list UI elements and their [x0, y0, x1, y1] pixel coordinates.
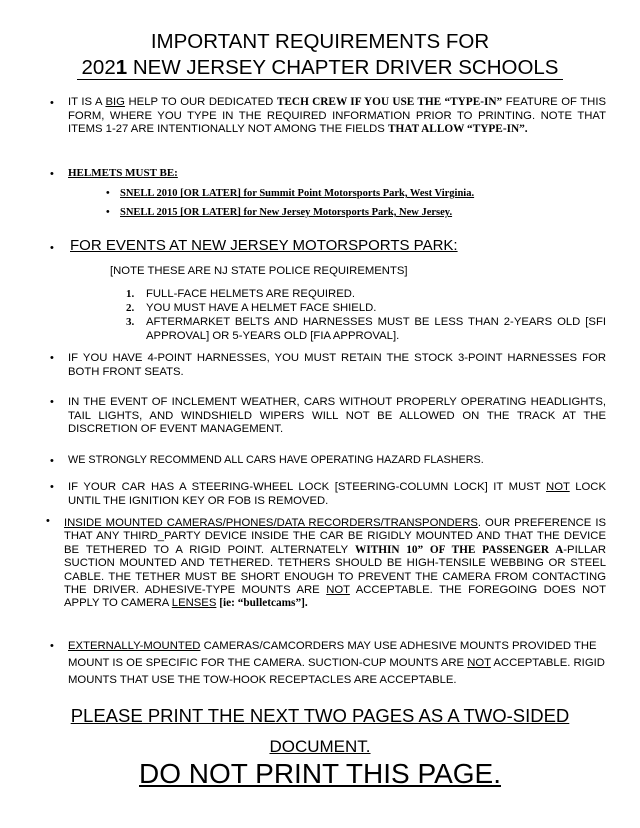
page-title-line-1: IMPORTANT REQUIREMENTS FOR: [150, 30, 490, 53]
bullet-icon: •: [50, 640, 54, 652]
steering-paragraph: [68, 481, 606, 508]
bullet-icon: •: [50, 455, 54, 467]
typein-text-4: FEATURE OF THIS FORM, WHERE YOU TYPE IN THE REQUIRED INFORMATION PRIOR TO PRINTING. NOTE THAT ITEMS 1-27 ARE INTENTIONALLY NOT AMONG THE FIELDS: [68, 96, 606, 136]
bullet-icon: •: [50, 481, 54, 493]
typein-big: BIG: [105, 96, 125, 108]
weather-paragraph: IN THE EVENT OF INCLEMENT WEATHER, CARS WITHOUT PROPERLY OPERATING HEADLIGHTS, TAIL LIGHTS, AND WINDSHIELD WIPERS WILL NOT BE ALLOWED ON THE TRACK AT THE DISCRETION OF EVENT MANAGEMENT.: [68, 396, 606, 436]
bullet-icon: •: [50, 352, 54, 364]
hazard-paragraph: WE STRONGLY RECOMMEND ALL CARS HAVE OPERATING HAZARD FLASHERS.: [68, 454, 484, 466]
inside-text-4: ACCEPTABLE. THE FOREGOING DOES NOT APPLY TO CAMERA: [64, 584, 606, 610]
inside-text-5: [ie: “bulletcams”].: [216, 597, 308, 610]
bullet-icon: •: [106, 188, 110, 199]
print-instruction-line-1: PLEASE PRINT THE NEXT TWO PAGES AS A TWO-SIDED: [70, 705, 570, 726]
list-number: 3.: [126, 316, 135, 328]
do-not-print-notice: DO NOT PRINT THIS PAGE.: [139, 758, 501, 789]
njmp-heading: FOR EVENTS AT NEW JERSEY MOTORSPORTS PARK:: [70, 237, 458, 254]
inside-mounted-paragraph: [64, 517, 606, 611]
typein-text-3: TECH CREW IF YOU USE THE “TYPE-IN”: [276, 96, 503, 108]
title-year-prefix: 202: [81, 56, 116, 79]
external-paragraph: [68, 638, 606, 689]
bullet-icon: •: [50, 242, 54, 254]
bullet-icon: •: [50, 97, 54, 109]
steering-text-1: IF YOUR CAR HAS A STEERING-WHEEL LOCK [STEERING-COLUMN LOCK] IT MUST: [68, 481, 547, 493]
helmets-heading: HELMETS MUST BE:: [68, 167, 178, 179]
external-not: NOT: [467, 657, 491, 669]
typein-text-1: IT IS A: [68, 96, 106, 108]
njmp-item-text: FULL-FACE HELMETS ARE REQUIRED.: [146, 288, 356, 300]
external-text-1: CAMERAS/CAMCORDERS MAY USE ADHESIVE MOUNTS PROVIDED THE MOUNT IS OE SPECIFIC FOR THE CAMERA. SUCTION-CUP MOUNTS ARE: [68, 640, 597, 669]
inside-mounted-heading: INSIDE MOUNTED CAMERAS/PHONES/DATA RECORDERS/TRANSPONDERS: [64, 517, 478, 529]
title-underline: [77, 79, 563, 80]
typein-paragraph: [68, 96, 606, 137]
title-year-suffix: 1: [115, 56, 128, 79]
page-title-line-2: [40, 55, 600, 81]
inside-text-3: -PILLAR SUCTION MOUNTED AND TETHERED. TETHERS SHOULD BE HIGH-TENSILE WEBBING OR STEEL CABLE. THE TETHER MUST BE SHORT ENOUGH TO PREVENT THE CAMERA FROM CONTACTING THE DRIVER. ADHESIVE-TYPE MOUNTS ARE: [64, 543, 606, 597]
bullet-icon: •: [50, 168, 54, 180]
typein-text-2: HELP TO OUR DEDICATED: [124, 96, 277, 108]
inside-text-2: WITHIN 10” OF THE PASSENGER A: [355, 543, 564, 556]
steering-text-2: LOCK UNTIL THE IGNITION KEY OR FOB IS REMOVED.: [68, 481, 606, 507]
inside-lenses: LENSES: [171, 597, 217, 610]
helmet-item-text: SNELL 2015 [OR LATER] for New Jersey Motorsports Park, New Jersey.: [120, 207, 453, 218]
helmet-item: [106, 205, 452, 220]
list-number: 2.: [126, 302, 135, 314]
steering-not: NOT: [546, 481, 570, 493]
bullet-icon: •: [46, 515, 50, 527]
bullet-icon: •: [106, 207, 110, 218]
print-instruction-line-2: DOCUMENT.: [269, 737, 371, 756]
external-heading: EXTERNALLY-MOUNTED: [68, 640, 201, 652]
njmp-item-text: AFTERMARKET BELTS AND HARNESSES MUST BE LESS THAN 2-YEARS OLD [SFI APPROVAL] OR 5-YEARS OLD [FIA APPROVAL].: [146, 316, 606, 342]
helmet-item: [106, 186, 474, 201]
njmp-note: [NOTE THESE ARE NJ STATE POLICE REQUIREMENTS]: [110, 265, 408, 277]
njmp-item-text: YOU MUST HAVE A HELMET FACE SHIELD.: [146, 302, 377, 314]
helmet-item-text: SNELL 2010 [OR LATER] for Summit Point Motorsports Park, West Virginia.: [120, 188, 475, 199]
bullet-icon: •: [50, 396, 54, 408]
inside-text-1: . OUR PREFERENCE IS THAT ANY THIRD_PARTY DEVICE INSIDE THE CAR BE RIGIDLY MOUNTED AND THAT THE DEVICE BE TETHERED TO A RIGID POINT. ALTERNATELY: [64, 517, 607, 556]
title-rest: NEW JERSEY CHAPTER DRIVER SCHOOLS: [127, 56, 559, 79]
typein-text-5: THAT ALLOW “TYPE-IN”.: [387, 123, 528, 136]
list-number: 1.: [126, 288, 135, 300]
external-text-2: ACCEPTABLE. RIGID MOUNTS THAT USE THE TOW-HOOK RECEPTACLES ARE ACCEPTABLE.: [68, 657, 605, 686]
harness-paragraph: IF YOU HAVE 4-POINT HARNESSES, YOU MUST RETAIN THE STOCK 3-POINT HARNESSES FOR BOTH FRONT SEATS.: [68, 352, 606, 378]
inside-not: NOT: [326, 584, 350, 597]
